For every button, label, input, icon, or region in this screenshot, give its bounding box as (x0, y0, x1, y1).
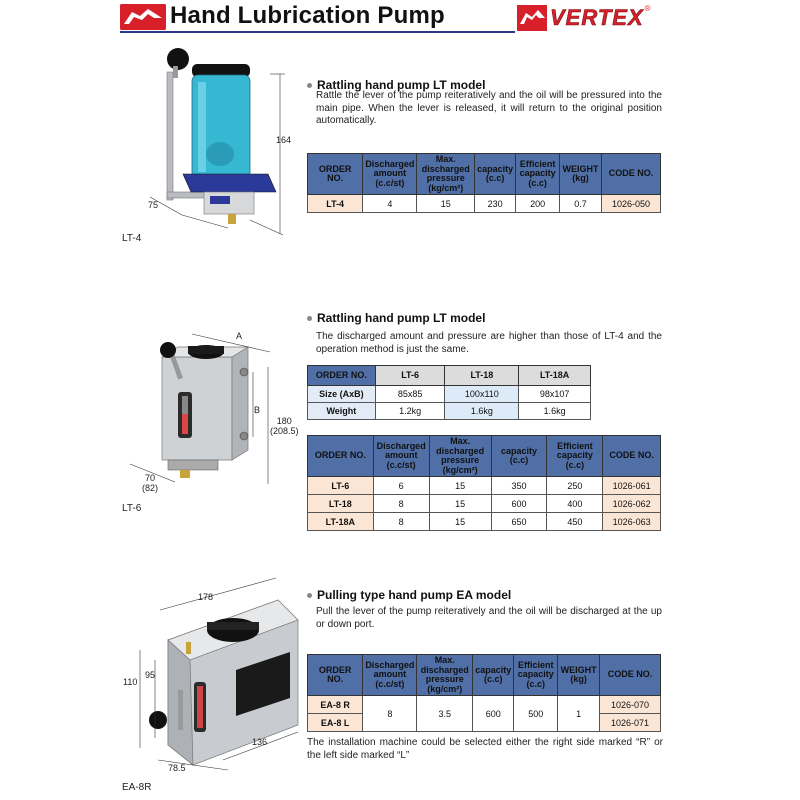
lt6-size-table (307, 365, 591, 420)
ea8r-description: Pull the lever of the pump reiteratively and the oil will be discharged at the up or down port. (316, 606, 662, 630)
cell-capacity: 600 (491, 495, 547, 513)
vertex-emblem-icon (120, 4, 166, 30)
col-lt6: LT-6 (375, 366, 445, 386)
cell-efficient-capacity: 400 (547, 495, 603, 513)
lt4-heading-text: Rattling hand pump LT model (317, 78, 486, 92)
brand-logo (517, 4, 651, 32)
cell-code-no: 1026-063 (603, 513, 661, 531)
cell-discharged-amount: 4 (363, 195, 417, 213)
cell-code-no: 1026-071 (600, 714, 661, 732)
col-weight: WEIGHT (kg) (558, 655, 600, 696)
lt6-description: The discharged amount and pressure are higher than those of LT-4 and the operation method is just the same. (316, 331, 662, 355)
table-row (308, 386, 591, 403)
cell-order-no: EA-8 R (308, 696, 363, 714)
cell-order-no: LT-18 (308, 495, 374, 513)
cell-discharged-amount: 8 (363, 696, 417, 732)
table-row (308, 403, 591, 420)
cell-value: 100x110 (445, 386, 519, 403)
col-code-no: CODE NO. (602, 154, 661, 195)
cell-efficient-capacity: 200 (516, 195, 560, 213)
table-row (308, 495, 661, 513)
cell-efficient-capacity: 450 (547, 513, 603, 531)
cell-efficient-capacity: 250 (547, 477, 603, 495)
ea8r-dim-base: 78.5 (168, 763, 186, 773)
cell-code-no: 1026-061 (603, 477, 661, 495)
ea8r-dim-inner-height: 95 (145, 670, 156, 680)
col-efficient-capacity: Efficient capacity (c.c) (516, 154, 560, 195)
col-order-no: ORDER NO. (308, 436, 374, 477)
cell-discharged-amount: 6 (373, 477, 429, 495)
cell-row-label: Weight (308, 403, 376, 420)
cell-code-no: 1026-062 (603, 495, 661, 513)
cell-weight: 0.7 (560, 195, 602, 213)
bullet-icon (307, 83, 312, 88)
cell-capacity: 350 (491, 477, 547, 495)
cell-row-label: Size (AxB) (308, 386, 376, 403)
col-discharged-amount: Discharged amount (c.c/st) (363, 655, 417, 696)
lt6-dim-b: B (254, 405, 261, 415)
cell-max-pressure: 3.5 (417, 696, 473, 732)
lt6-dim-a: A (236, 331, 243, 341)
page-header (0, 0, 800, 36)
col-discharged-amount: Discharged amount (c.c/st) (373, 436, 429, 477)
cell-code-no: 1026-050 (602, 195, 661, 213)
cell-code-no: 1026-070 (600, 696, 661, 714)
cell-discharged-amount: 8 (373, 513, 429, 531)
cell-weight: 1 (558, 696, 600, 732)
col-max-pressure: Max. discharged pressure (kg/cm²) (417, 154, 475, 195)
col-max-pressure: Max. discharged pressure (kg/cm²) (429, 436, 491, 477)
cell-capacity: 650 (491, 513, 547, 531)
lt6-model-label: LT-6 (122, 503, 142, 514)
col-order-no: ORDER NO. (308, 655, 363, 696)
brand-bird-icon (517, 5, 547, 31)
cell-order-no: LT-6 (308, 477, 374, 495)
ea8r-spec-table (307, 654, 661, 732)
cell-max-pressure: 15 (429, 495, 491, 513)
ea8r-dim-height: 110 (123, 677, 138, 687)
lt6-dim-depth-value: 70 (145, 473, 156, 483)
lt4-model-label: LT-4 (122, 233, 142, 244)
col-max-pressure: Max. discharged pressure (kg/cm²) (417, 655, 473, 696)
cell-max-pressure: 15 (429, 477, 491, 495)
cell-order-no: LT-18A (308, 513, 374, 531)
ea8r-model-label: EA-8R (122, 782, 152, 793)
lt6-dim-depth (142, 473, 158, 493)
ea8r-installation-note: The installation machine could be selected either the right side marked “R” or the left side marked “L” (307, 737, 663, 761)
cell-value: 1.2kg (375, 403, 445, 420)
lt6-dim-depth-alt: (82) (142, 483, 159, 493)
cell-order-no: EA-8 L (308, 714, 363, 732)
table-row (308, 513, 661, 531)
lt6-dim-height-alt: (208.5) (270, 426, 299, 436)
bullet-icon (307, 593, 312, 598)
col-capacity: capacity (c.c) (491, 436, 547, 477)
col-capacity: capacity (c.c) (473, 655, 514, 696)
lt4-description: Rattle the lever of the pump reiteratively and the oil will be pressured into the main pipe. When the lever is released, it will return to the original position automatically. (316, 90, 662, 126)
col-capacity: capacity (c.c) (475, 154, 516, 195)
cell-discharged-amount: 8 (373, 495, 429, 513)
cell-max-pressure: 15 (417, 195, 475, 213)
col-discharged-amount: Discharged amount (c.c/st) (363, 154, 417, 195)
table-row (308, 195, 661, 213)
cell-max-pressure: 15 (429, 513, 491, 531)
lt4-dim-depth: 75 (148, 200, 159, 210)
cell-order-no: LT-4 (308, 195, 363, 213)
page-title: Hand Lubrication Pump (170, 2, 445, 29)
lt6-dim-height-value: 180 (276, 416, 292, 426)
lt4-pump-image (120, 42, 300, 247)
cell-value: 98x107 (519, 386, 591, 403)
col-order-no: ORDER NO. (308, 154, 363, 195)
col-lt18: LT-18 (445, 366, 519, 386)
ea8r-dim-width: 178 (198, 592, 214, 602)
col-code-no: CODE NO. (603, 436, 661, 477)
lt6-pump-image (120, 322, 300, 497)
bullet-icon (307, 316, 312, 321)
col-lt18a: LT-18A (519, 366, 591, 386)
col-order-no: ORDER NO. (308, 366, 376, 386)
lt4-spec-table (307, 153, 661, 213)
brand-name: VERTEX (550, 5, 644, 30)
lt6-dim-height (270, 416, 299, 436)
cell-value: 1.6kg (445, 403, 519, 420)
col-efficient-capacity: Efficient capacity (c.c) (547, 436, 603, 477)
lt6-section-heading (307, 311, 485, 325)
cell-value: 85x85 (375, 386, 445, 403)
brand-registered-mark: ® (644, 4, 651, 13)
cell-capacity: 600 (473, 696, 514, 732)
table-row (308, 477, 661, 495)
title-underline (120, 31, 515, 33)
lt4-dim-height: 164 (276, 135, 292, 145)
table-row (308, 696, 661, 714)
cell-capacity: 230 (475, 195, 516, 213)
ea8r-heading-text: Pulling type hand pump EA model (317, 588, 512, 602)
col-weight: WEIGHT (kg) (560, 154, 602, 195)
lt6-heading-text: Rattling hand pump LT model (317, 311, 486, 325)
ea8r-dim-depth: 136 (252, 737, 268, 747)
col-efficient-capacity: Efficient capacity (c.c) (514, 655, 558, 696)
cell-value: 1.6kg (519, 403, 591, 420)
col-code-no: CODE NO. (600, 655, 661, 696)
lt6-spec-table (307, 435, 661, 531)
ea8r-section-heading (307, 588, 511, 602)
cell-efficient-capacity: 500 (514, 696, 558, 732)
